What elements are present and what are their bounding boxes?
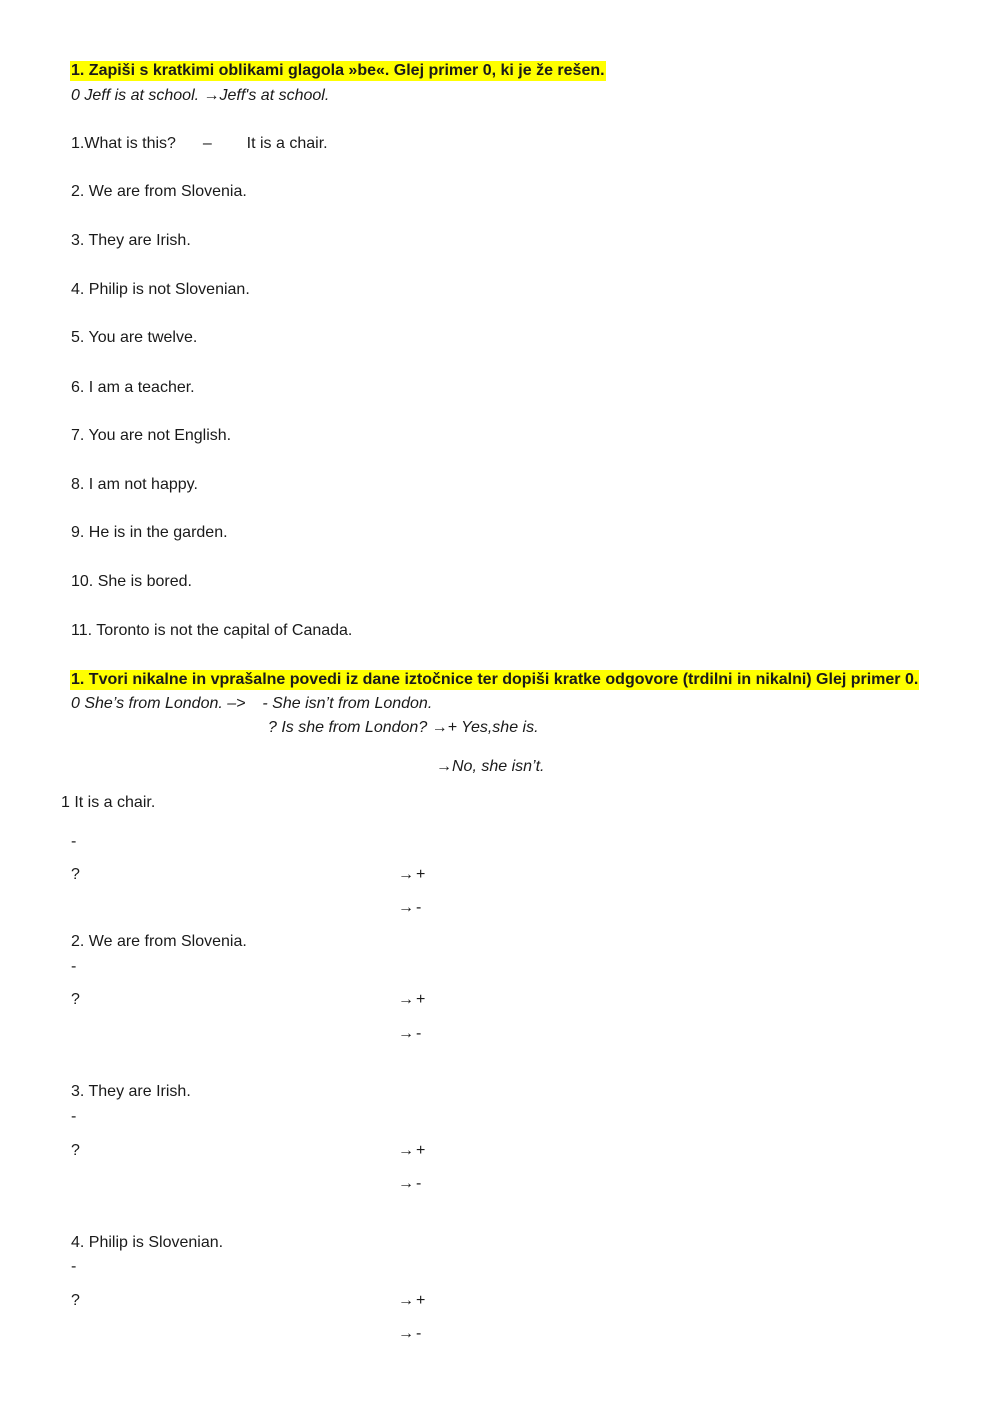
section1-example (71, 86, 329, 106)
exercise-3-negative-answer (398, 1174, 421, 1194)
item-1 (71, 134, 328, 154)
exercise-4-negative: - (71, 1258, 77, 1275)
exercise-4-positive-answer (398, 1291, 425, 1311)
minus-marker: - (416, 1175, 422, 1192)
item-9: 9. He is in the garden. (71, 524, 228, 541)
item-5: 5. You are twelve. (71, 329, 198, 346)
right-arrow-icon: → (398, 991, 414, 1008)
example-line-3 (436, 757, 544, 777)
example-negative-answer: No, she isn’t. (452, 758, 545, 775)
item-1-question: 1.What is this? (71, 135, 176, 152)
exercise-1-positive-answer (398, 865, 425, 885)
right-arrow-icon: → (398, 1025, 414, 1042)
example-line-2 (268, 718, 539, 738)
example-line-1 (71, 694, 432, 714)
plus-marker: + (416, 1292, 426, 1309)
example-positive-answer: + Yes,she is. (447, 719, 539, 736)
minus-marker: - (416, 1325, 422, 1342)
right-arrow-icon: → (398, 1175, 414, 1192)
exercise-3-negative: - (71, 1108, 77, 1125)
right-arrow-icon: → (436, 758, 452, 775)
plus-marker: + (416, 866, 426, 883)
right-arrow-icon: → (398, 1325, 414, 1342)
plus-marker: + (416, 991, 426, 1008)
exercise-4-negative-answer (398, 1324, 421, 1344)
item-3: 3. They are Irish. (71, 232, 191, 249)
item-1-answer: It is a chair. (246, 135, 328, 152)
example-answer: Jeff's at school. (219, 87, 330, 104)
exercise-2-question: ? (71, 991, 80, 1008)
section2-heading: 1. Tvori nikalne in vprašalne povedi iz dane iztočnice ter dopiši kratke odgovore (trdilni in nikalni) Glej primer 0. (71, 671, 919, 688)
item-4: 4. Philip is not Slovenian. (71, 281, 250, 298)
example-statement: 0 She’s from London. –> (71, 695, 246, 712)
example-sentence: 0 Jeff is at school. (71, 87, 204, 104)
item-8: 8. I am not happy. (71, 476, 198, 493)
exercise-1-question: ? (71, 866, 80, 883)
right-arrow-icon: → (203, 87, 220, 104)
exercise-4-question: ? (71, 1292, 80, 1309)
exercise-2-negative: - (71, 958, 77, 975)
item-6: 6. I am a teacher. (71, 379, 195, 396)
exercise-3-positive-answer (398, 1141, 425, 1161)
plus-marker: + (416, 1142, 426, 1159)
exercise-4-prompt: 4. Philip is Slovenian. (71, 1234, 224, 1251)
right-arrow-icon: → (398, 1142, 414, 1159)
example-negative: - She isn’t from London. (262, 695, 433, 712)
example-question: ? Is she from London? (268, 719, 432, 736)
exercise-3-question: ? (71, 1142, 80, 1159)
item-7: 7. You are not English. (71, 427, 232, 444)
exercise-2-positive-answer (398, 990, 425, 1010)
item-2: 2. We are from Slovenia. (71, 183, 247, 200)
item-1-dash: – (202, 135, 212, 152)
item-11: 11. Toronto is not the capital of Canada. (71, 622, 353, 639)
exercise-1-prompt: 1 It is a chair. (61, 794, 156, 811)
right-arrow-icon: → (398, 866, 414, 883)
right-arrow-icon: → (431, 719, 448, 736)
exercise-1-negative-answer (398, 898, 421, 918)
minus-marker: - (416, 899, 422, 916)
exercise-1-negative: - (71, 833, 77, 850)
section1-heading: 1. Zapiši s kratkimi oblikami glagola »be«. Glej primer 0, ki je že rešen. (71, 62, 605, 79)
right-arrow-icon: → (398, 899, 414, 916)
item-10: 10. She is bored. (71, 573, 192, 590)
exercise-3-prompt: 3. They are Irish. (71, 1083, 191, 1100)
right-arrow-icon: → (398, 1292, 414, 1309)
minus-marker: - (416, 1025, 422, 1042)
exercise-2-negative-answer (398, 1024, 421, 1044)
exercise-2-prompt: 2. We are from Slovenia. (71, 933, 247, 950)
